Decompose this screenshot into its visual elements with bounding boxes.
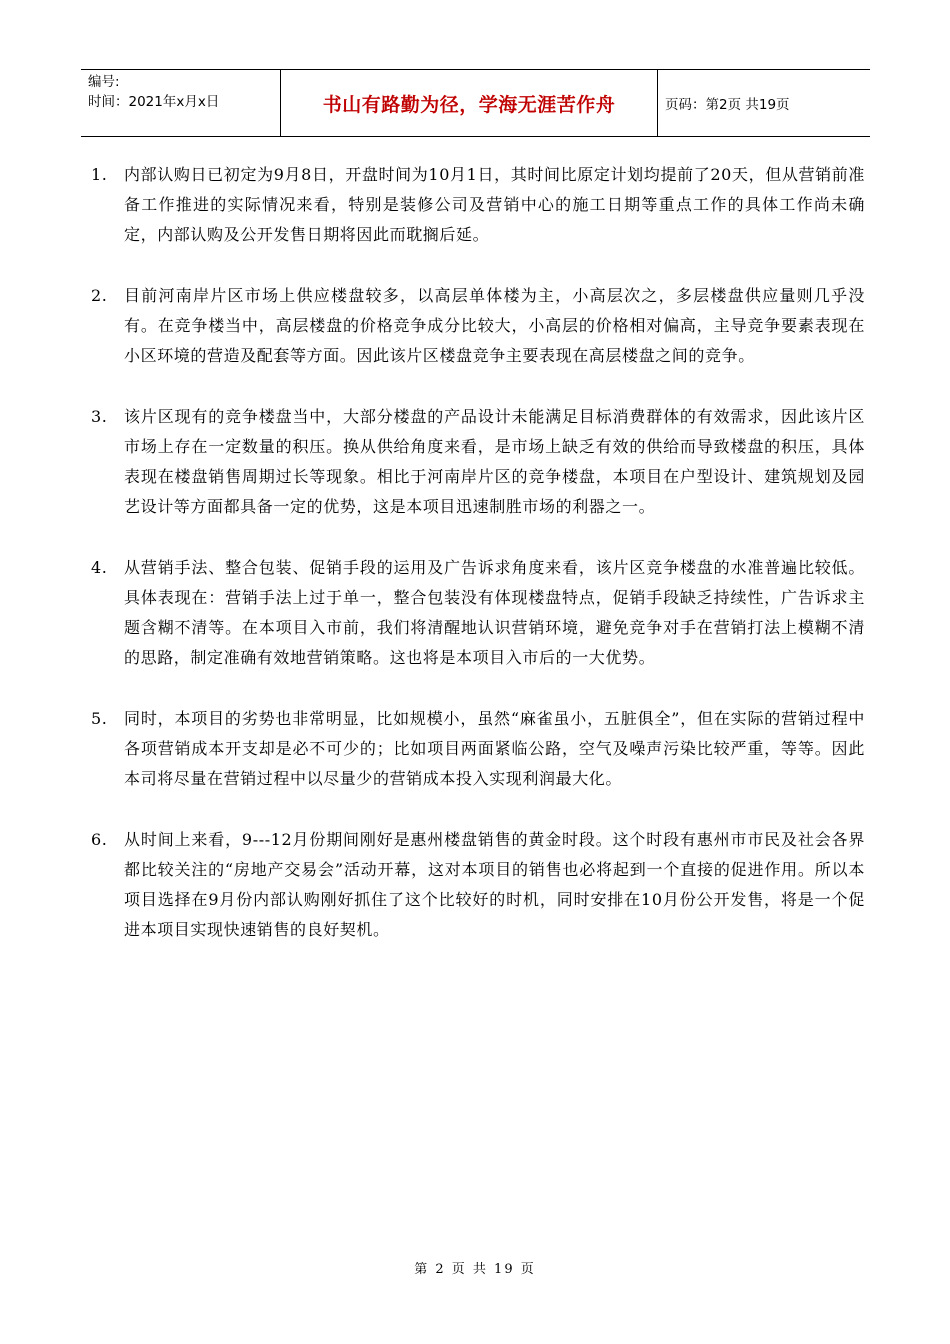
item-text: 该片区现有的竞争楼盘当中，大部分楼盘的产品设计未能满足目标消费群体的有效需求，因此该片区市场上存在一定数量的积压。换从供给角度来看，是市场上缺乏有效的供给而导致楼盘的积压，具体表现在楼盘销售周期过长等现象。相比于河南岸片区的竞争楼盘，本项目在户型设计、建筑规划及园艺设计等方面都具备一定的优势，这是本项目迅速制胜市场的利器之一。 <box>124 407 865 516</box>
item-number: 2. <box>91 286 108 305</box>
item-text: 目前河南岸片区市场上供应楼盘较多，以高层单体楼为主，小高层次之，多层楼盘供应量则几乎没有。在竞争楼当中，高层楼盘的价格竞争成分比较大，小高层的价格相对偏高，主导竞争要素表现在小区环境的营造及配套等方面。因此该片区楼盘竞争主要表现在高层楼盘之间的竞争。 <box>124 286 865 365</box>
list-item <box>91 553 865 673</box>
item-number: 1. <box>91 165 108 184</box>
page-header <box>81 69 870 137</box>
item-number: 3. <box>91 407 108 426</box>
item-text: 同时，本项目的劣势也非常明显，比如规模小，虽然“麻雀虽小，五脏俱全”，但在实际的营销过程中各项营销成本开支却是必不可少的；比如项目两面紧临公路，空气及噪声污染比较严重，等等。因此本司将尽量在营销过程中以尽量少的营销成本投入实现利润最大化。 <box>124 709 865 788</box>
header-meta <box>81 70 281 136</box>
list-item <box>91 402 865 522</box>
item-text: 内部认购日已初定为9月8日，开盘时间为10月1日，其时间比原定计划均提前了20天，但从营销前准备工作推进的实际情况来看，特别是装修公司及营销中心的施工日期等重点工作的具体工作尚未确定，内部认购及公开发售日期将因此而耽搁后延。 <box>124 165 865 244</box>
item-number: 5. <box>91 709 108 728</box>
document-body <box>91 160 865 976</box>
item-number: 6. <box>91 830 108 849</box>
list-item <box>91 825 865 945</box>
date-line: 时间：2021年x月x日 <box>88 94 220 110</box>
header-motto: 书山有路勤为径，学海无涯苦作舟 <box>281 70 658 136</box>
item-text: 从时间上来看，9---12月份期间刚好是惠州楼盘销售的黄金时段。这个时段有惠州市市民及社会各界都比较关注的“房地产交易会”活动开幕，这对本项目的销售也必将起到一个直接的促进作用。所以本项目选择在9月份内部认购刚好抓住了这个比较好的时机，同时安排在10月份公开发售，将是一个促进本项目实现快速销售的良好契机。 <box>124 830 865 939</box>
serial-label: 编号: <box>88 74 120 90</box>
list-item <box>91 281 865 371</box>
header-page-info: 页码：第2页 共19页 <box>665 97 790 113</box>
item-number: 4. <box>91 558 108 577</box>
page-footer: 第 2 页 共 19 页 <box>414 1262 536 1277</box>
list-item <box>91 704 865 794</box>
item-text: 从营销手法、整合包装、促销手段的运用及广告诉求角度来看，该片区竞争楼盘的水准普遍比较低。具体表现在：营销手法上过于单一，整合包装没有体现楼盘特点，促销手段缺乏持续性，广告诉求主题含糊不清等。在本项目入市前，我们将清醒地认识营销环境，避免竞争对手在营销打法上模糊不清的思路，制定准确有效地营销策略。这也将是本项目入市后的一大优势。 <box>124 558 865 667</box>
list-item <box>91 160 865 250</box>
